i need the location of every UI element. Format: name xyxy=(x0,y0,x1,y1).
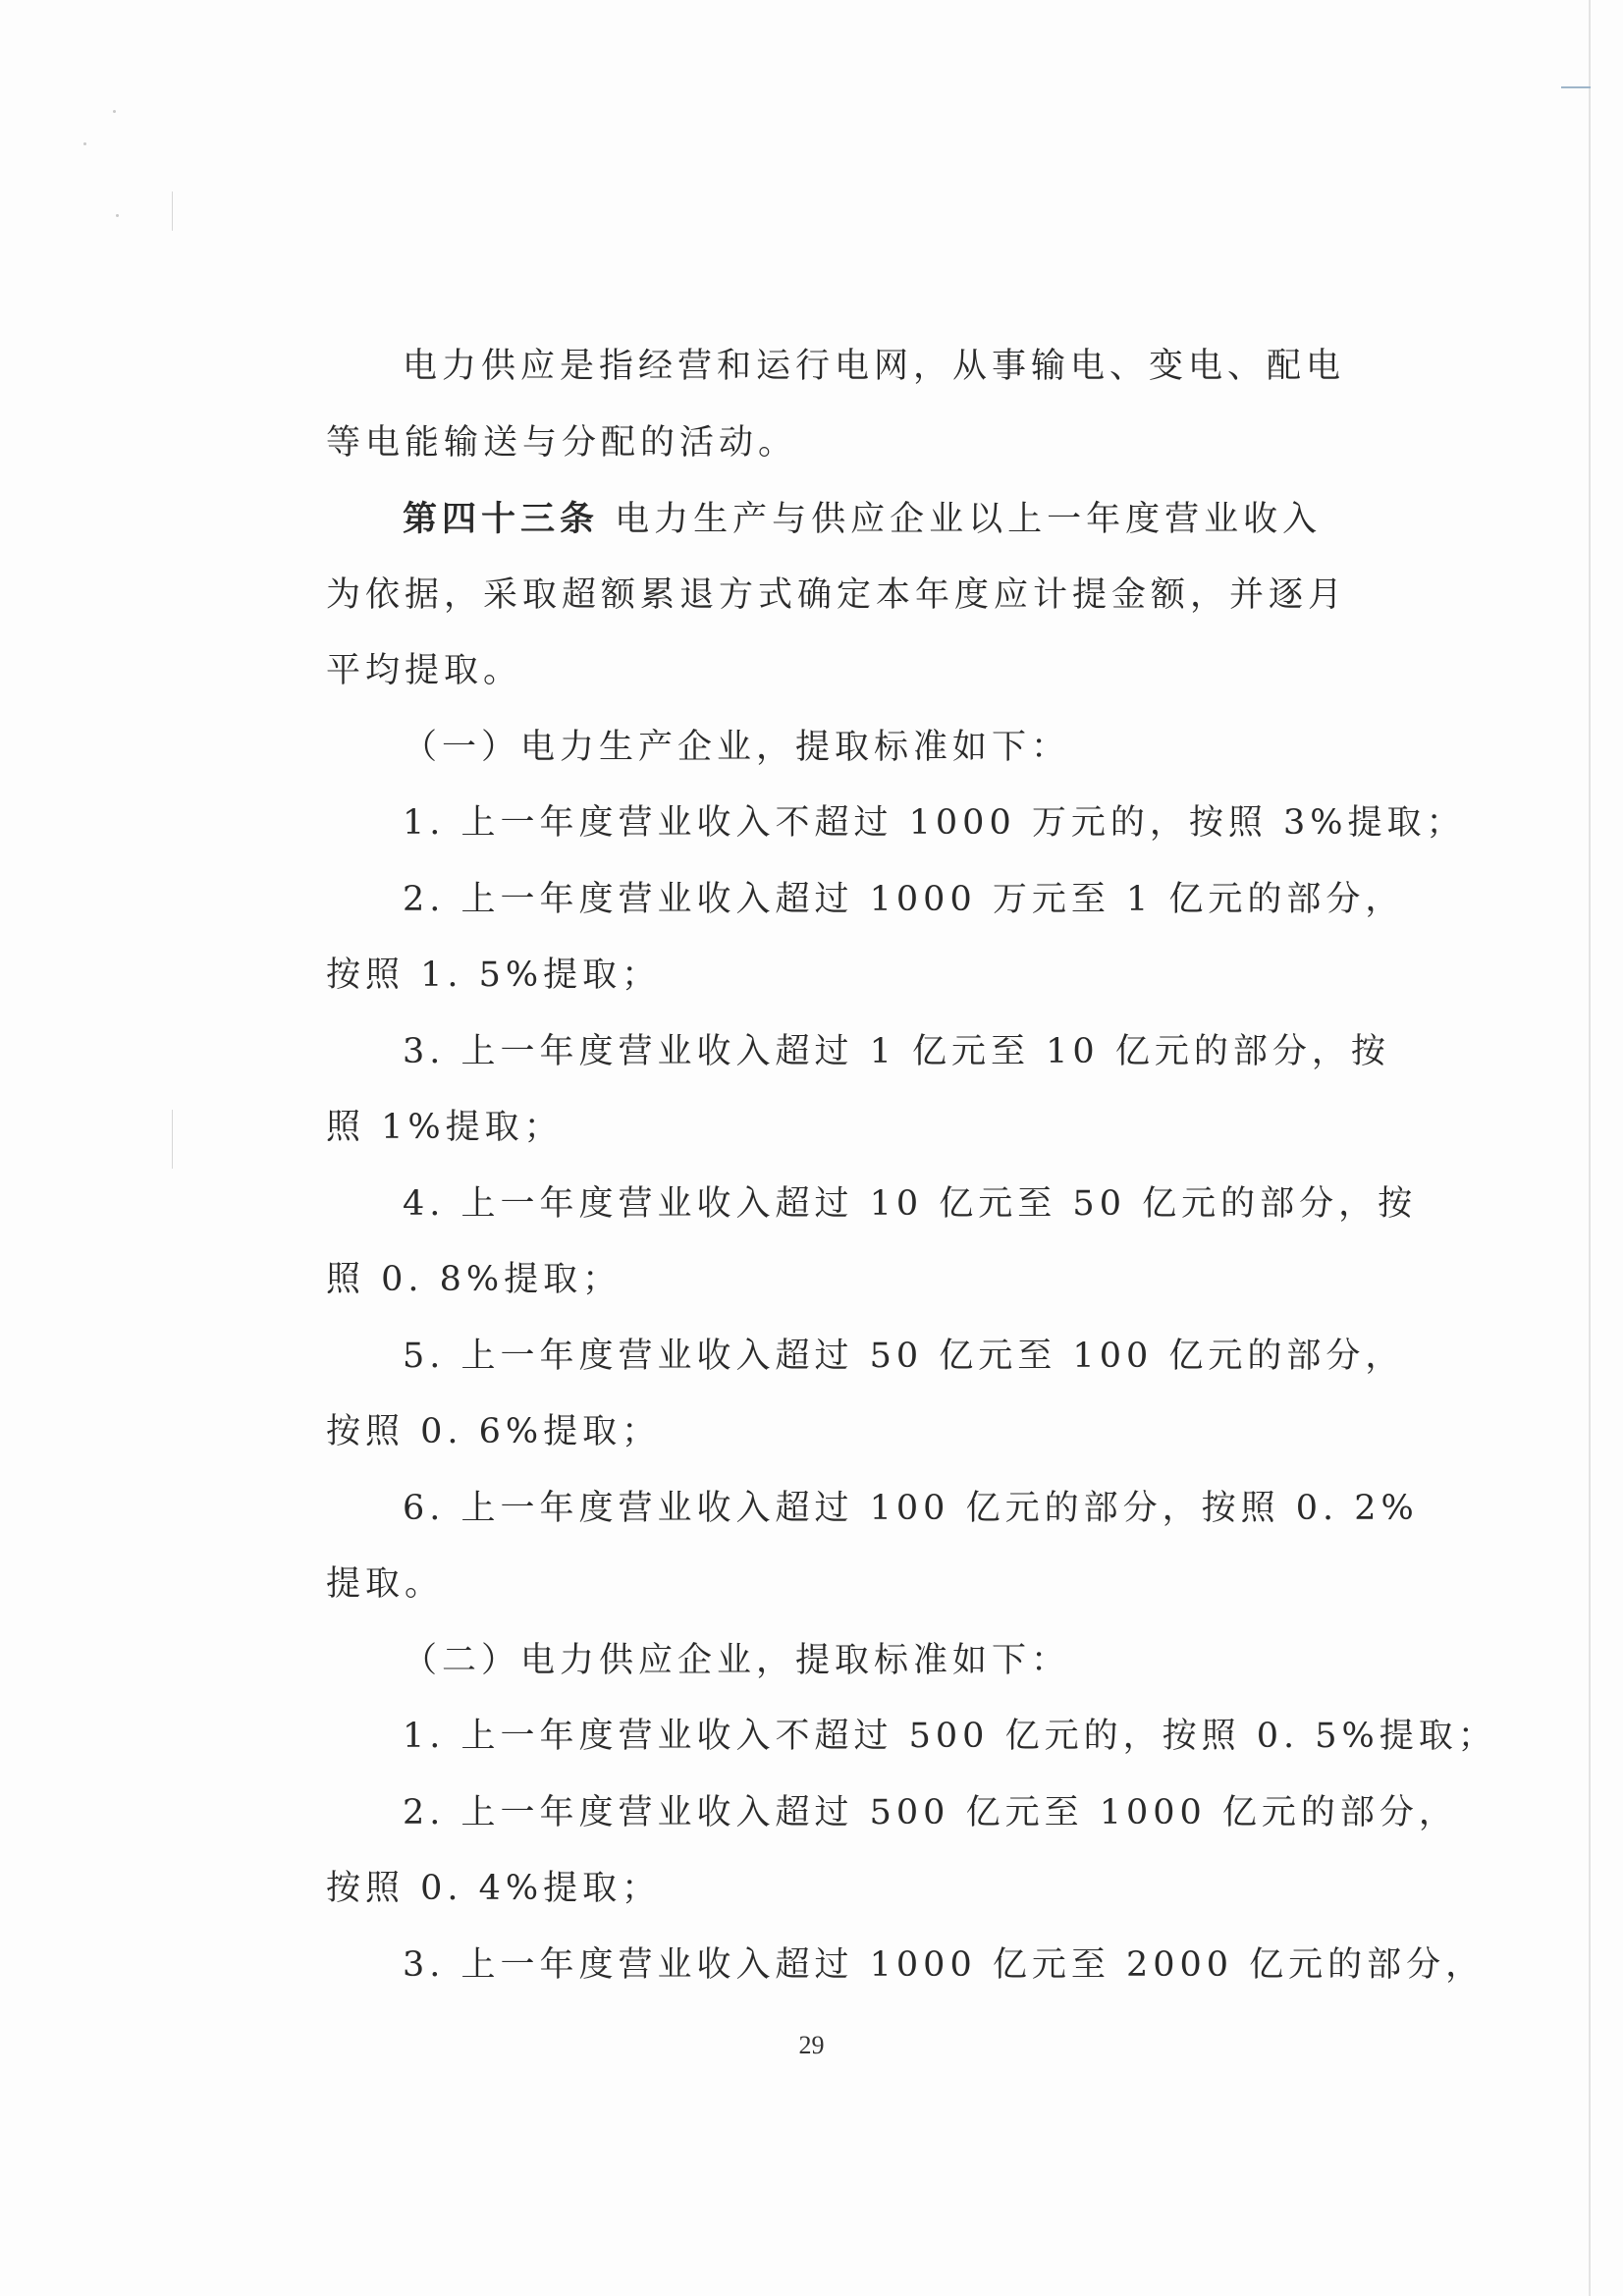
text-line xyxy=(326,481,1323,558)
scan-artifact xyxy=(113,110,116,113)
text-line xyxy=(326,1014,1390,1091)
text-line xyxy=(326,558,1348,634)
text-line xyxy=(326,786,1466,862)
line-text: 电力供应是指经营和运行电网，从事输电、变电、配电 xyxy=(403,347,1346,386)
line-text: （二）电力供应企业，提取标准如下： xyxy=(403,1640,1071,1680)
line-text: 2. 上一年度营业收入超过 1000 万元至 1 亿元的部分， xyxy=(403,879,1405,919)
line-text: 电力生产与供应企业以上一年度营业收入 xyxy=(599,500,1323,539)
line-text: 4. 上一年度营业收入超过 10 亿元至 50 亿元的部分，按 xyxy=(403,1183,1418,1224)
text-line xyxy=(326,1851,1308,1928)
line-text: 3. 上一年度营业收入超过 1000 亿元至 2000 亿元的部分， xyxy=(403,1944,1486,1985)
text-line xyxy=(326,1090,1308,1167)
page-number: 29 xyxy=(798,2031,825,2059)
line-text: 6. 上一年度营业收入超过 100 亿元的部分，按照 0. 2% xyxy=(403,1488,1419,1528)
line-text: 平均提取。 xyxy=(326,651,523,690)
line-text: 按照 0. 4%提取； xyxy=(326,1869,662,1908)
text-line xyxy=(326,329,1346,406)
text-line xyxy=(326,1776,1458,1852)
body-text xyxy=(326,329,1497,2003)
text-line xyxy=(326,1242,1308,1319)
text-line xyxy=(326,862,1405,939)
line-text: 2. 上一年度营业收入超过 500 亿元至 1000 亿元的部分， xyxy=(403,1792,1458,1832)
line-text: 3. 上一年度营业收入超过 1 亿元至 10 亿元的部分，按 xyxy=(403,1031,1390,1071)
line-text: 等电能输送与分配的活动。 xyxy=(326,422,798,463)
text-line xyxy=(326,1623,1308,1700)
line-text: 照 1%提取； xyxy=(326,1108,564,1147)
scan-artifact xyxy=(172,1110,173,1169)
line-text: 按照 1. 5%提取； xyxy=(326,956,662,995)
text-line xyxy=(326,406,1308,482)
line-text: 1. 上一年度营业收入不超过 500 亿元的，按照 0. 5%提取； xyxy=(403,1717,1497,1756)
text-line xyxy=(326,1928,1486,2004)
line-text: 为依据，采取超额累退方式确定本年度应计提金额，并逐月 xyxy=(326,574,1348,615)
scan-mark xyxy=(1561,86,1591,88)
line-text: 5. 上一年度营业收入超过 50 亿元至 100 亿元的部分， xyxy=(403,1336,1405,1376)
line-text: 1. 上一年度营业收入不超过 1000 万元的，按照 3%提取； xyxy=(403,803,1466,843)
text-line xyxy=(326,1319,1405,1395)
scan-artifact xyxy=(83,142,86,145)
text-line xyxy=(326,1394,1308,1471)
line-text: 按照 0. 6%提取； xyxy=(326,1412,662,1451)
text-line xyxy=(326,710,1308,787)
line-text: 照 0. 8%提取； xyxy=(326,1260,622,1299)
article-number: 第四十三条 xyxy=(403,499,600,539)
text-line xyxy=(326,1699,1497,1776)
text-line xyxy=(326,1471,1419,1548)
text-line xyxy=(326,1547,1308,1623)
text-line xyxy=(326,1167,1418,1243)
text-line xyxy=(326,938,1308,1014)
line-text: 提取。 xyxy=(326,1564,445,1604)
scan-artifact xyxy=(116,214,119,217)
line-text: （一）电力生产企业，提取标准如下： xyxy=(403,727,1071,767)
scan-edge xyxy=(1589,0,1591,2296)
text-line xyxy=(326,633,1308,710)
scan-artifact xyxy=(172,191,173,231)
